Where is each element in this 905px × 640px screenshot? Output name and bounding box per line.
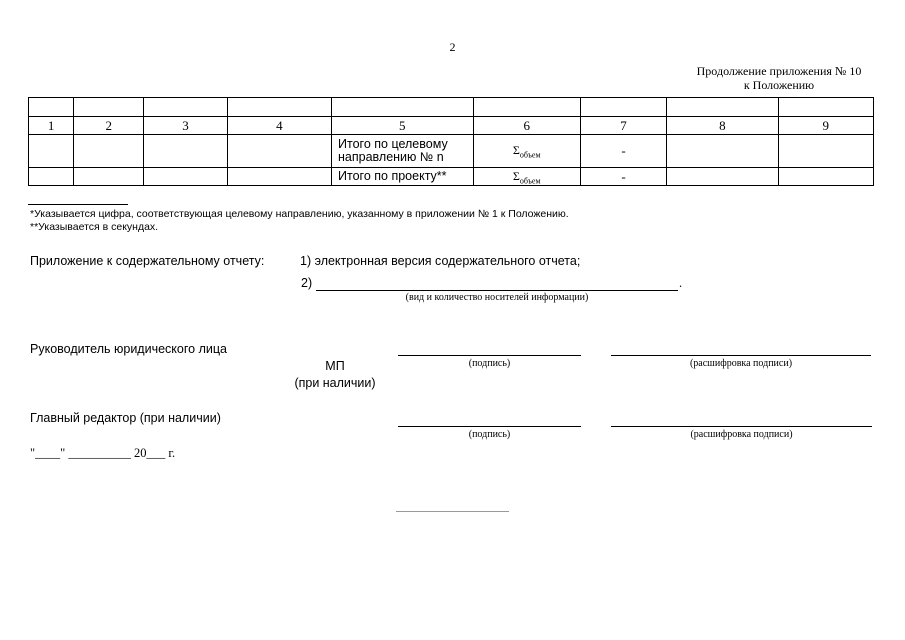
column-number: 2 [74,117,144,135]
appendix-item-1: 1) электронная версия содержательного отчета; [300,254,581,268]
dash-cell: - [580,168,666,186]
column-number: 7 [580,117,666,135]
page-number: 2 [449,40,456,54]
editor-signature-line [398,426,581,427]
column-number: 5 [332,117,474,135]
editor-decode-line [611,426,872,427]
row-label: Итого по целевому направлению № n [332,135,474,168]
head-label: Руководитель юридического лица [30,342,227,356]
date-line: "____" __________ 20___ г. [30,446,176,460]
appendix-label: Приложение к содержательному отчету: [30,254,265,268]
head-decode-line [611,355,871,356]
editor-signature-caption: (подпись) [468,429,511,440]
column-number: 6 [473,117,580,135]
footnote-1: *Указывается цифра, соответствующая целевому направлению, указанному в приложении № 1 к Положению. [30,208,569,220]
editor-decode-caption: (расшифровка подписи) [690,429,793,440]
row-label: Итого по проекту** [332,168,474,186]
sum-cell: $\Sigma_{объем}$ [473,168,580,186]
table-row [29,168,874,186]
dash-cell: - [580,135,666,168]
continuation-header [660,64,898,92]
footnote-2: **Указывается в секундах. [30,221,159,233]
appendix-item-2-caption: (вид и количество носителей информации) [405,292,589,303]
column-number: 8 [667,117,778,135]
head-signature-caption: (подпись) [468,358,511,369]
appendix-item-2-line [316,290,678,291]
appendix-item-2-end: . [679,276,683,290]
appendix-item-2-number: 2) [301,276,313,290]
stamp-note: (при наличии) [294,376,376,390]
column-number: 1 [29,117,74,135]
footnote-divider [28,204,128,205]
page-end-divider [396,511,509,512]
column-numbers-row [29,117,874,135]
table-row [29,135,874,168]
editor-label: Главный редактор (при наличии) [30,411,221,425]
head-signature-line [398,355,581,356]
table-header-row [29,98,874,117]
column-number: 4 [227,117,331,135]
column-number: 9 [778,117,873,135]
head-decode-caption: (расшифровка подписи) [689,358,793,369]
continuation-line-1: Продолжение приложения № 10 [696,64,862,78]
column-number: 3 [144,117,227,135]
sum-cell: $\Sigma_{объем}$ [473,135,580,168]
stamp-label: МП [325,359,345,373]
report-table [28,97,874,186]
continuation-line-2: к Положению [743,78,815,92]
